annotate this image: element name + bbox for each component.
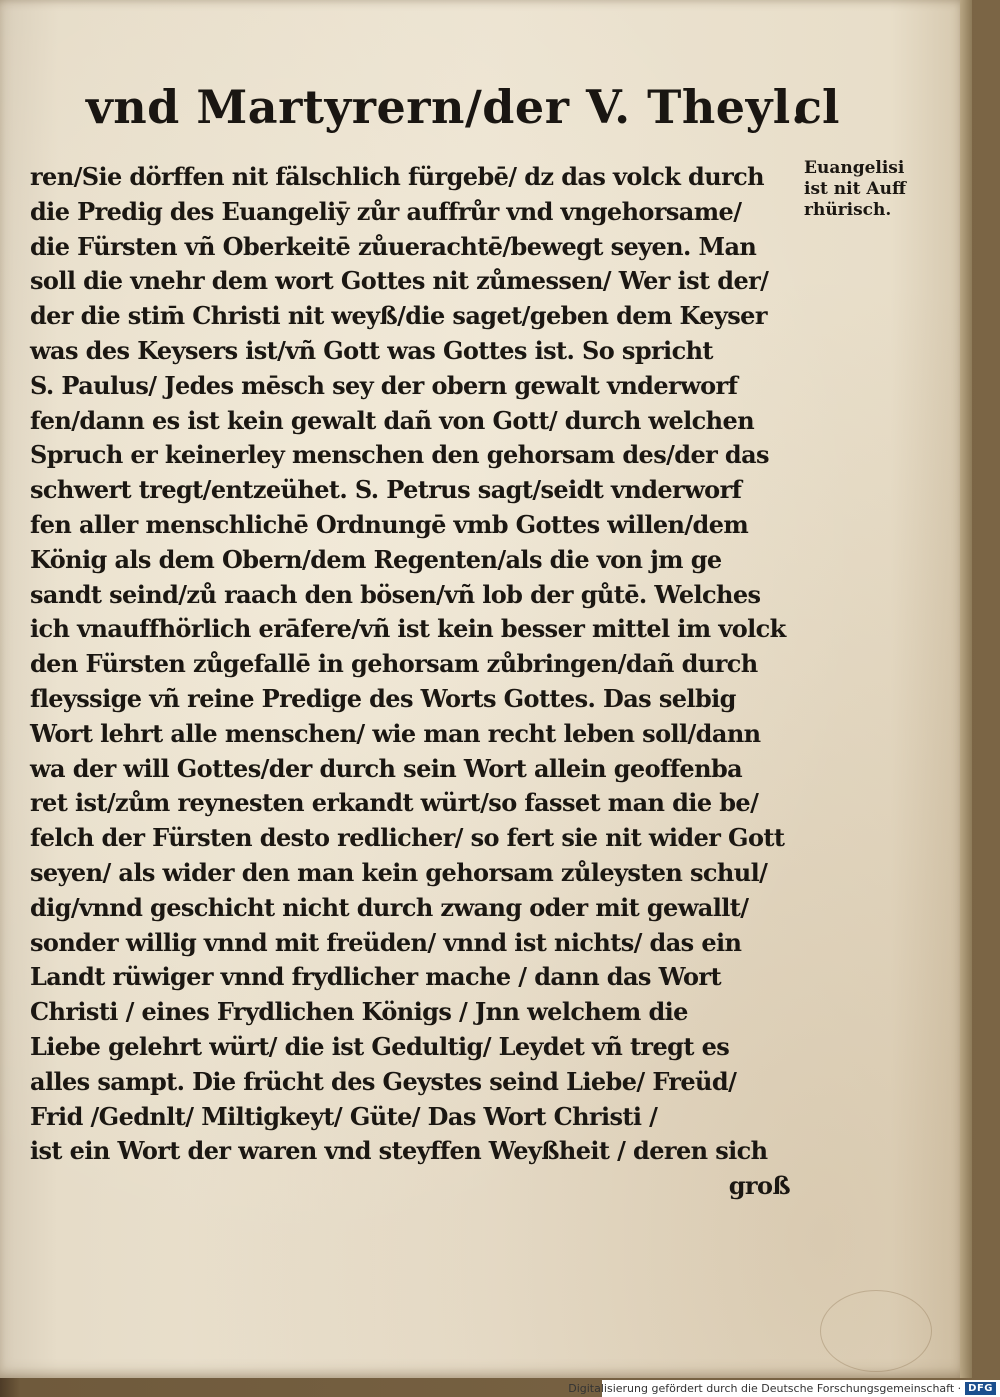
- text-line: Christi / eines Frydlichen Königs / Jnn welchem die: [30, 997, 688, 1027]
- text-line: Spruch er keinerley menschen den gehorsam des/der das: [30, 440, 769, 470]
- text-line: soll die vnehr dem wort Gottes nit zůmessen/ Wer ist der/: [30, 266, 769, 296]
- text-line: schwert tregt/entzeühet. S. Petrus sagt/seidt vnderworf: [30, 475, 742, 505]
- text-line: Liebe gelehrt würt/ die ist Gedultig/ Leydet vñ tregt es: [30, 1031, 730, 1061]
- funding-credit-text: Digitalisierung gefördert durch die Deutsche Forschungsgemeinschaft ·: [568, 1382, 962, 1395]
- text-line: alles sampt. Die frücht des Geystes seind Liebe/ Freüd/: [30, 1066, 737, 1096]
- text-line: ren/Sie dörffen nit fälschlich fürgebē/ dz das volck durch: [30, 162, 764, 191]
- text-line: sonder willig vnnd mit freüden/ vnnd ist nichts/ das ein: [30, 927, 742, 957]
- text-line: fen aller menschlichē Ordnungē vmb Gottes willen/dem: [30, 509, 749, 539]
- text-line: dig/vnnd geschicht nicht durch zwang oder mit gewallt/: [30, 892, 749, 922]
- text-line: ret ist/zům reynesten erkandt würt/so fasset man die be/: [30, 788, 759, 818]
- text-line: der die stim̄ Christi nit weyß/die saget/geben dem Keyser: [30, 301, 767, 331]
- text-line: Landt rüwiger vnnd frydlicher mache / dann das Wort: [30, 962, 721, 992]
- text-line: ich vnauffhörlich erāfere/vñ ist kein besser mittel im volck: [30, 614, 786, 644]
- text-line: die Predig des Euangeliȳ zůr auffrůr vnd vngehorsame/: [30, 196, 742, 226]
- text-line: König als dem Obern/dem Regenten/als die von jm ge: [30, 544, 722, 574]
- text-line: fen/dann es ist kein gewalt dañ von Gott/ durch welchen: [30, 405, 755, 435]
- text-line: Frid /Gednlt/ Miltigkeyt/ Güte/ Das Wort Christi /: [30, 1101, 658, 1131]
- paper-stain: [820, 1290, 932, 1372]
- page-header: [86, 80, 846, 150]
- marginal-note-line: Euangelisi: [804, 158, 905, 178]
- text-line: felch der Fürsten desto redlicher/ so fert sie nit wider Gott: [30, 823, 785, 853]
- text-line: wa der will Gottes/der durch sein Wort allein geoffenba: [30, 753, 743, 783]
- text-line: sandt seind/zů raach den bösen/vñ lob der gůtē. Welches: [30, 579, 761, 609]
- marginal-note: [804, 158, 934, 221]
- page-edge: [960, 0, 972, 1378]
- body-text-block: [30, 160, 800, 1204]
- marginal-note-line: rhürisch.: [804, 200, 892, 220]
- text-line: die Fürsten vñ Oberkeitē zůuerachtē/bewegt seyen. Man: [30, 231, 757, 261]
- text-line: fleyssige vñ reine Predige des Worts Gottes. Das selbig: [30, 683, 736, 713]
- marginal-note-line: ist nit Auff: [804, 179, 906, 199]
- text-line: den Fürsten zůgefallē in gehorsam zůbringen/dañ durch: [30, 649, 758, 679]
- text-line: ist ein Wort der waren vnd steyffen Weyßheit / deren sich: [30, 1136, 768, 1166]
- running-title: vnd Martyrern/der V. Theyl.: [86, 80, 808, 134]
- text-line: Wort lehrt alle menschen/ wie man recht leben soll/dann: [30, 718, 761, 748]
- folio-number: cl: [794, 80, 840, 134]
- text-line: S. Paulus/ Jedes mēsch sey der obern gewalt vnderworf: [30, 370, 738, 400]
- funding-credit-bar: [568, 1380, 1000, 1397]
- dfg-logo: DFG: [965, 1382, 996, 1395]
- catchword: groß: [728, 1171, 790, 1201]
- text-line: seyen/ als wider den man kein gehorsam zůleysten schul/: [30, 857, 768, 887]
- text-line: was des Keysers ist/vñ Gott was Gottes ist. So spricht: [30, 335, 713, 365]
